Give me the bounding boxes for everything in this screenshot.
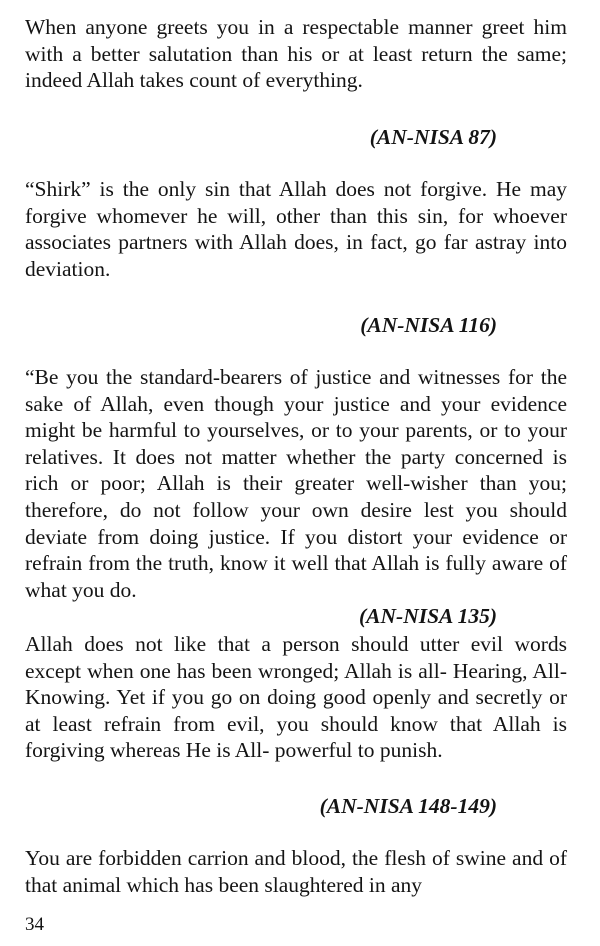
verse-citation: (AN-NISA 87) <box>369 125 497 149</box>
verse-paragraph: When anyone greets you in a respectable manner greet him with a better salutation than his or at least return the same; indeed Allah takes count of everything. <box>25 15 567 93</box>
verse-citation: (AN-NISA 135) <box>359 604 497 628</box>
verse-citation: (AN-NISA 148-149) <box>319 794 497 818</box>
page-number: 34 <box>25 914 44 935</box>
verse-paragraph: Allah does not like that a person should utter evil words except when one has been wronged; Allah is all- Hearing, All- Knowing. Yet if you go on doing good openly and secretly or at least refrain from evil, you should know that Allah is forgiving whereas He is All- powerful to punish. <box>25 632 567 763</box>
verse-citation: (AN-NISA 116) <box>360 313 497 337</box>
verse-paragraph: You are forbidden carrion and blood, the flesh of swine and of that animal which has been slaughtered in any <box>25 846 567 897</box>
verse-paragraph: “Be you the standard-bearers of justice and witnesses for the sake of Allah, even though your justice and your evidence might be harmful to yourselves, or to your parents, or to your relatives. It does not matter whether the party concerned is rich or poor; Allah is their greater well-wisher than you; therefore, do not follow your own desire lest you should deviate from doing justice. If you distort your evidence or refrain from the truth, know it well that Allah is fully aware of what you do. <box>25 365 567 602</box>
verse-paragraph: “Shirk” is the only sin that Allah does not forgive. He may forgive whomever he will, other than this sin, for whoever associates partners with Allah does, in fact, go far astray into deviation. <box>25 177 567 281</box>
